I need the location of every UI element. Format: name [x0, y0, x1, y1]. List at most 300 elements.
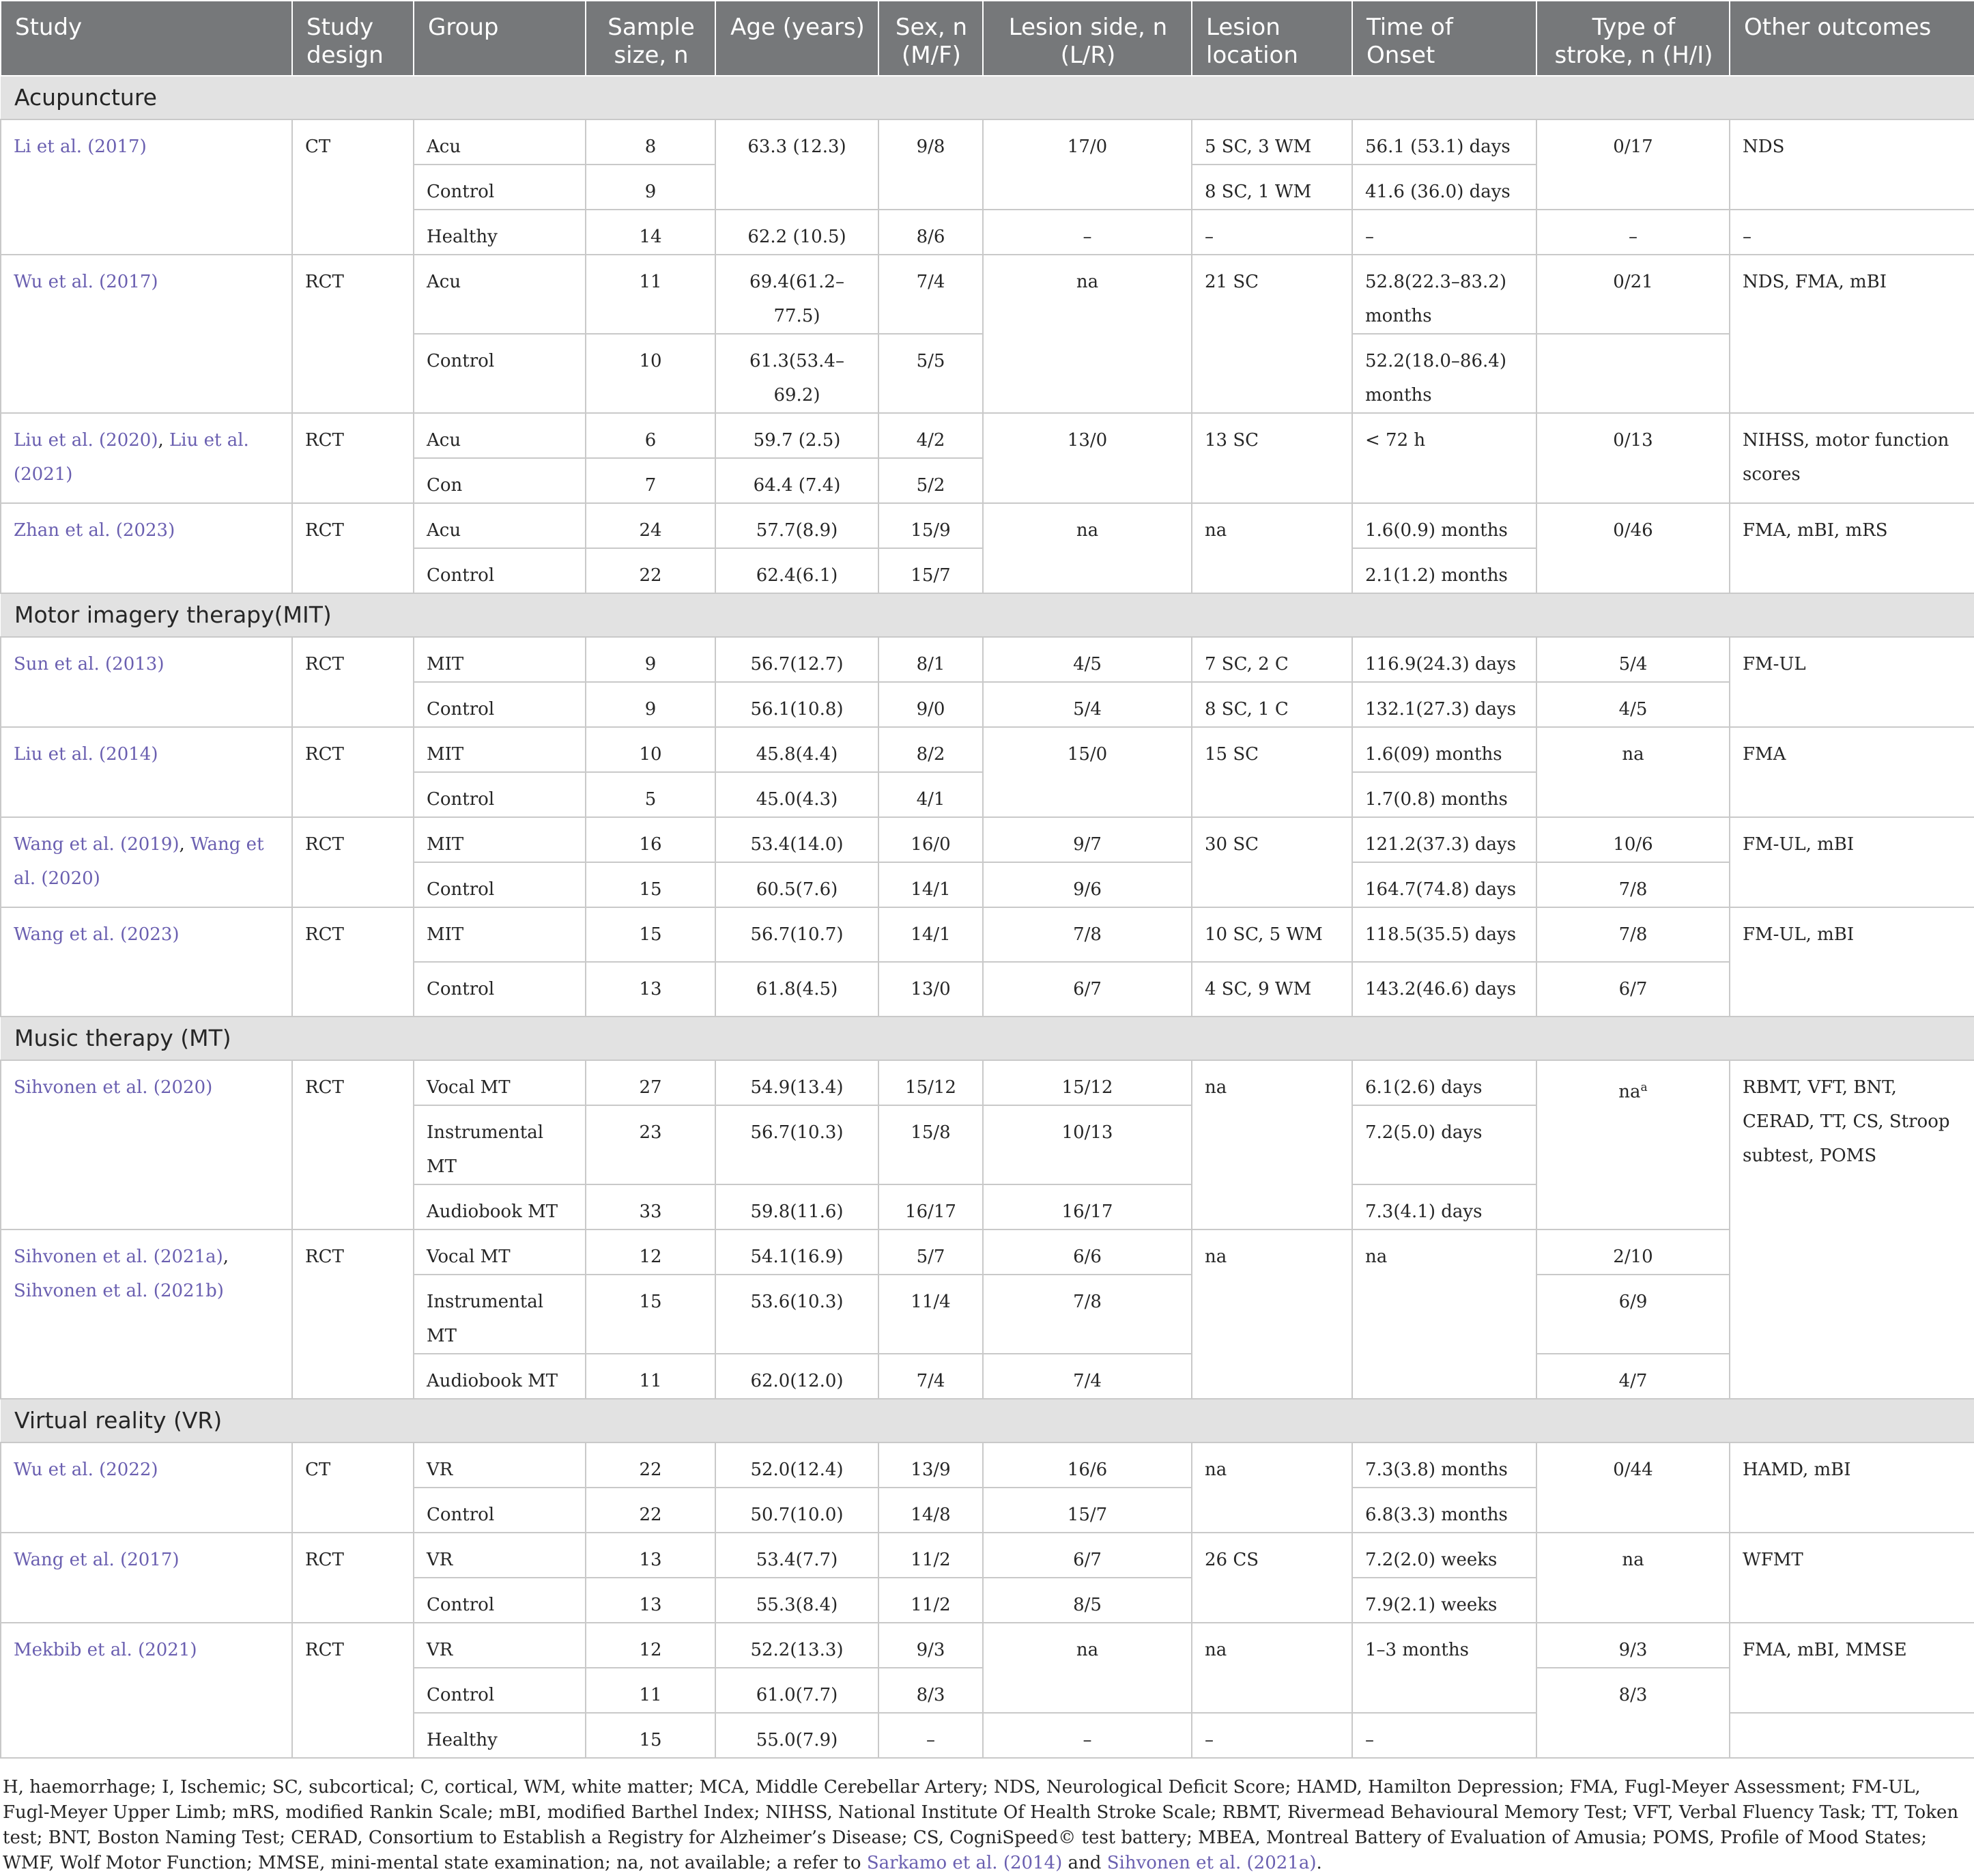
cell-stroke-type: $na^a$ — [1536, 1060, 1730, 1230]
cell-time-of-onset: 52.2(18.0–86.4) months — [1352, 334, 1536, 413]
cell-lesion-side: 5/4 — [983, 682, 1192, 727]
cell-sex: 14/1 — [878, 907, 983, 962]
cell-group: Control — [414, 772, 586, 817]
col-header-time-of-onset: Time of Onset — [1352, 1, 1536, 76]
cell-stroke-type: na — [1536, 727, 1730, 817]
cell-lesion-side: na — [983, 255, 1192, 413]
cell-group: Acu — [414, 255, 586, 334]
cell-sample-size: 24 — [586, 503, 715, 548]
cell-group: VR — [414, 1623, 586, 1668]
cell-sample-size: 9 — [586, 682, 715, 727]
table-row — [1, 817, 1974, 862]
cell-stroke-type: 6/7 — [1536, 962, 1730, 1017]
table-body — [1, 76, 1974, 1758]
cell-age: 54.1(16.9) — [715, 1230, 878, 1275]
cell-lesion-location: 15 SC — [1192, 727, 1352, 817]
cell-age: 61.8(4.5) — [715, 962, 878, 1017]
cell-sex: 9/8 — [878, 119, 983, 210]
cell-sample-size: 6 — [586, 413, 715, 458]
study-reference-link[interactable]: Sihvonen et al. (2021b) — [14, 1281, 224, 1301]
cell-stroke-type: 5/4 — [1536, 637, 1730, 682]
cell-other-outcomes: FM-UL, mBI — [1730, 907, 1974, 1017]
cell-group: Control — [414, 682, 586, 727]
cell-age: 64.4 (7.4) — [715, 458, 878, 503]
cell-lesion-side: 6/7 — [983, 1533, 1192, 1578]
col-header-stroke-type: Type of stroke, n (H/I) — [1536, 1, 1730, 76]
cell-study — [1, 1442, 292, 1533]
cell-lesion-side: 6/7 — [983, 962, 1192, 1017]
cell-time-of-onset: 56.1 (53.1) days — [1352, 119, 1536, 165]
section-title: Acupuncture — [1, 76, 1974, 119]
cell-sample-size: 22 — [586, 1442, 715, 1488]
study-reference-link[interactable]: Wang et al. (2023) — [14, 924, 180, 945]
cell-age: 53.6(10.3) — [715, 1275, 878, 1354]
cell-time-of-onset: 6.8(3.3) months — [1352, 1488, 1536, 1533]
study-reference-link[interactable]: Mekbib et al. (2021) — [14, 1640, 197, 1660]
cell-group: Acu — [414, 413, 586, 458]
cell-stroke-type: 7/8 — [1536, 862, 1730, 907]
cell-time-of-onset: 2.1(1.2) months — [1352, 548, 1536, 593]
section-title: Virtual reality (VR) — [1, 1399, 1974, 1442]
section-row — [1, 1399, 1974, 1442]
study-reference-link[interactable]: Sun et al. (2013) — [14, 654, 164, 674]
table-row — [1, 413, 1974, 458]
cell-age: 52.2(13.3) — [715, 1623, 878, 1668]
cell-age: 57.7(8.9) — [715, 503, 878, 548]
cell-sex: 5/2 — [878, 458, 983, 503]
cell-study — [1, 503, 292, 593]
cell-study-design: RCT — [292, 727, 414, 817]
table-row — [1, 1060, 1974, 1105]
cell-sex: 5/5 — [878, 334, 983, 413]
cell-stroke-type: 9/3 — [1536, 1623, 1730, 1668]
cell-group: Instrumental MT — [414, 1275, 586, 1354]
cell-lesion-location: 7 SC, 2 C — [1192, 637, 1352, 682]
cell-study: Liu et al. (2020), Liu et al. (2021) — [1, 413, 292, 503]
cell-time-of-onset: na — [1352, 1230, 1536, 1399]
cell-study-design: RCT — [292, 637, 414, 727]
cell-time-of-onset: 164.7(74.8) days — [1352, 862, 1536, 907]
col-header-lesion-side: Lesion side, n (L/R) — [983, 1, 1192, 76]
cell-group: Acu — [414, 119, 586, 165]
cell-sex: 4/1 — [878, 772, 983, 817]
cell-time-of-onset: 1.6(09) months — [1352, 727, 1536, 772]
cell-sample-size: 8 — [586, 119, 715, 165]
cell-group: Control — [414, 165, 586, 210]
cell-age: 62.2 (10.5) — [715, 210, 878, 255]
cell-age: 62.4(6.1) — [715, 548, 878, 593]
cell-stroke-type: 10/6 — [1536, 817, 1730, 862]
cell-group: MIT — [414, 637, 586, 682]
cell-lesion-side: na — [983, 503, 1192, 593]
footnote-end: . — [1316, 1853, 1322, 1873]
cell-other-outcomes: NIHSS, motor function scores — [1730, 413, 1974, 503]
cell-sample-size: 15 — [586, 862, 715, 907]
cell-lesion-side: – — [983, 1713, 1192, 1758]
cell-study-design: CT — [292, 1442, 414, 1533]
table-row — [1, 1442, 1974, 1488]
cell-group: Con — [414, 458, 586, 503]
cell-group: Acu — [414, 503, 586, 548]
col-header-lesion-location: Lesion location — [1192, 1, 1352, 76]
cell-sample-size: 12 — [586, 1230, 715, 1275]
cell-sample-size: 9 — [586, 165, 715, 210]
cell-sex: 14/8 — [878, 1488, 983, 1533]
cell-sample-size: 27 — [586, 1060, 715, 1105]
cell-study-design: CT — [292, 119, 414, 255]
table-footnote — [0, 1759, 1969, 1876]
footnote-link-sihvonen-2021a[interactable]: Sihvonen et al. (2021a) — [1106, 1853, 1317, 1873]
cell-sample-size: 15 — [586, 1275, 715, 1354]
cell-group: Audiobook MT — [414, 1184, 586, 1230]
footnote-and: and — [1062, 1853, 1107, 1873]
study-reference-link[interactable]: Liu et al. (2020) — [14, 430, 158, 451]
cell-sample-size: 14 — [586, 210, 715, 255]
cell-age: 53.4(7.7) — [715, 1533, 878, 1578]
cell-study — [1, 1060, 292, 1230]
cell-sample-size: 12 — [586, 1623, 715, 1668]
col-header-study: Study — [1, 1, 292, 76]
cell-sample-size: 13 — [586, 1578, 715, 1623]
cell-other-outcomes: FM-UL — [1730, 637, 1974, 727]
cell-sample-size: 11 — [586, 255, 715, 334]
cell-group: Control — [414, 548, 586, 593]
cell-other-outcomes: NDS, FMA, mBI — [1730, 255, 1974, 413]
cell-study-design: RCT — [292, 503, 414, 593]
cell-lesion-location: 30 SC — [1192, 817, 1352, 907]
cell-sex: 15/7 — [878, 548, 983, 593]
cell-lesion-location: na — [1192, 1623, 1352, 1713]
cell-sex: 15/8 — [878, 1105, 983, 1184]
cell-study — [1, 1533, 292, 1623]
cell-time-of-onset: 41.6 (36.0) days — [1352, 165, 1536, 210]
cell-time-of-onset: 1–3 months — [1352, 1623, 1536, 1713]
cell-lesion-side: – — [983, 210, 1192, 255]
cell-lesion-location: 8 SC, 1 WM — [1192, 165, 1352, 210]
cell-other-outcomes: – — [1730, 210, 1974, 255]
table-row — [1, 907, 1974, 962]
cell-study — [1, 255, 292, 413]
cell-sex: 16/17 — [878, 1184, 983, 1230]
cell-time-of-onset: – — [1352, 1713, 1536, 1758]
study-reference-link[interactable]: Sihvonen et al. (2020) — [14, 1077, 213, 1098]
cell-lesion-location: 5 SC, 3 WM — [1192, 119, 1352, 165]
cell-sample-size: 11 — [586, 1354, 715, 1399]
col-header-age: Age (years) — [715, 1, 878, 76]
cell-other-outcomes — [1730, 1713, 1974, 1758]
cell-lesion-location: na — [1192, 503, 1352, 593]
cell-age: 62.0(12.0) — [715, 1354, 878, 1399]
cell-time-of-onset: 7.3(4.1) days — [1352, 1184, 1536, 1230]
cell-lesion-side: 8/5 — [983, 1578, 1192, 1623]
cell-sex: 5/7 — [878, 1230, 983, 1275]
cell-group: Control — [414, 1668, 586, 1713]
cell-age: 61.0(7.7) — [715, 1668, 878, 1713]
cell-study-design: RCT — [292, 817, 414, 907]
cell-other-outcomes: WFMT — [1730, 1533, 1974, 1623]
cell-other-outcomes: HAMD, mBI — [1730, 1442, 1974, 1533]
cell-other-outcomes: FM-UL, mBI — [1730, 817, 1974, 907]
cell-lesion-location: 10 SC, 5 WM — [1192, 907, 1352, 962]
cell-age: 59.7 (2.5) — [715, 413, 878, 458]
cell-time-of-onset: 116.9(24.3) days — [1352, 637, 1536, 682]
cell-lesion-side: 15/7 — [983, 1488, 1192, 1533]
study-reference-link[interactable]: Wang et al. (2019) — [14, 834, 180, 855]
cell-lesion-side: 15/0 — [983, 727, 1192, 817]
cell-study — [1, 1623, 292, 1758]
cell-group: Control — [414, 962, 586, 1017]
cell-sex: 14/1 — [878, 862, 983, 907]
cell-lesion-side: 6/6 — [983, 1230, 1192, 1275]
cell-sample-size: 11 — [586, 1668, 715, 1713]
study-reference-link[interactable]: Wu et al. (2017) — [14, 272, 158, 292]
col-header-design: Study design — [292, 1, 414, 76]
cell-study: Wang et al. (2019), Wang et al. (2020) — [1, 817, 292, 907]
cell-lesion-location: na — [1192, 1060, 1352, 1230]
table-row — [1, 1623, 1974, 1668]
col-header-sex: Sex, n (M/F) — [878, 1, 983, 76]
cell-group: Control — [414, 1488, 586, 1533]
cell-time-of-onset: 6.1(2.6) days — [1352, 1060, 1536, 1105]
cell-time-of-onset: 121.2(37.3) days — [1352, 817, 1536, 862]
cell-sex: 8/6 — [878, 210, 983, 255]
cell-age: 45.0(4.3) — [715, 772, 878, 817]
cell-sex: 11/2 — [878, 1533, 983, 1578]
cell-group: Vocal MT — [414, 1060, 586, 1105]
footnote-link-sarkamo-2014[interactable]: Sarkamo et al. (2014) — [866, 1853, 1063, 1873]
cell-group: MIT — [414, 727, 586, 772]
cell-sample-size: 9 — [586, 637, 715, 682]
cell-study-design: RCT — [292, 413, 414, 503]
cell-age: 56.7(10.3) — [715, 1105, 878, 1184]
section-title: Motor imagery therapy(MIT) — [1, 593, 1974, 637]
cell-sex: 15/9 — [878, 503, 983, 548]
cell-age: 56.7(10.7) — [715, 907, 878, 962]
cell-age: 69.4(61.2–77.5) — [715, 255, 878, 334]
cell-sample-size: 10 — [586, 727, 715, 772]
cell-stroke-type: 0/44 — [1536, 1442, 1730, 1533]
cell-sex: 4/2 — [878, 413, 983, 458]
cell-time-of-onset: 7.2(5.0) days — [1352, 1105, 1536, 1184]
cell-sample-size: 10 — [586, 334, 715, 413]
cell-age: 63.3 (12.3) — [715, 119, 878, 210]
cell-time-of-onset: 7.3(3.8) months — [1352, 1442, 1536, 1488]
cell-sample-size: 16 — [586, 817, 715, 862]
study-reference-link[interactable]: Li et al. (2017) — [14, 137, 147, 157]
cell-group: VR — [414, 1533, 586, 1578]
cell-study-design: RCT — [292, 1230, 414, 1399]
cell-age: 52.0(12.4) — [715, 1442, 878, 1488]
cell-lesion-side: 15/12 — [983, 1060, 1192, 1105]
table-row — [1, 1533, 1974, 1578]
cell-lesion-location: na — [1192, 1442, 1352, 1533]
cell-study — [1, 907, 292, 1017]
cell-stroke-type: 6/9 — [1536, 1275, 1730, 1354]
cell-study-design: RCT — [292, 255, 414, 413]
cell-age: 56.7(12.7) — [715, 637, 878, 682]
cell-lesion-location: – — [1192, 1713, 1352, 1758]
cell-sample-size: 33 — [586, 1184, 715, 1230]
cell-time-of-onset: 132.1(27.3) days — [1352, 682, 1536, 727]
cell-lesion-side: 13/0 — [983, 413, 1192, 503]
cell-age: 54.9(13.4) — [715, 1060, 878, 1105]
cell-group: Audiobook MT — [414, 1354, 586, 1399]
cell-sex: – — [878, 1713, 983, 1758]
cell-sample-size: 15 — [586, 907, 715, 962]
cell-group: Control — [414, 1578, 586, 1623]
cell-lesion-side: 9/7 — [983, 817, 1192, 862]
cell-age: 56.1(10.8) — [715, 682, 878, 727]
cell-sample-size: 22 — [586, 548, 715, 593]
cell-stroke-type: 0/46 — [1536, 503, 1730, 593]
cell-group: Healthy — [414, 210, 586, 255]
cell-group: Healthy — [414, 1713, 586, 1758]
cell-age: 53.4(14.0) — [715, 817, 878, 862]
study-reference-link[interactable]: Sihvonen et al. (2021a) — [14, 1247, 223, 1267]
cell-lesion-location: 4 SC, 9 WM — [1192, 962, 1352, 1017]
cell-stroke-type — [1536, 334, 1730, 413]
footnote-text: H, haemorrhage; I, Ischemic; SC, subcortical; C, cortical, WM, white matter; MCA, Middle Cerebellar Artery; NDS, Neurological Deficit Score; HAMD, Hamilton Depression; FMA, Fugl-Meyer Assessment; FM-UL, Fugl-Meyer Upper Limb; mRS, modified Rankin Scale; mBI, modified Barthel Index; NIHSS, National Institute Of Health Stroke Scale; RBMT, Rivermead Behavioural Memory Test; VFT, Verbal Fluency Task; TT, Token test; BNT, Boston Naming Test; CERAD, Consortium to Establish a Registry for Alzheimer’s Disease; CS, CogniSpeed© test battery; MBEA, Montreal Battery of Evaluation of Amusia; POMS, Profile of Mood States; WMF, Wolf Motor Function; MMSE, mini-mental state examination; na, not available; a refer to — [3, 1777, 1959, 1873]
cell-stroke-type: na — [1536, 1533, 1730, 1623]
cell-sample-size: 23 — [586, 1105, 715, 1184]
cell-sample-size: 7 — [586, 458, 715, 503]
cell-group: Instrumental MT — [414, 1105, 586, 1184]
cell-other-outcomes: FMA, mBI, MMSE — [1730, 1623, 1974, 1713]
cell-group: Control — [414, 862, 586, 907]
cell-stroke-type: 8/3 — [1536, 1668, 1730, 1758]
cell-sample-size: 15 — [586, 1713, 715, 1758]
section-title: Music therapy (MT) — [1, 1017, 1974, 1060]
cell-lesion-location: 21 SC — [1192, 255, 1352, 413]
cell-time-of-onset: 52.8(22.3–83.2) months — [1352, 255, 1536, 334]
cell-lesion-side: na — [983, 1623, 1192, 1713]
cell-sample-size: 13 — [586, 962, 715, 1017]
cell-lesion-side: 7/8 — [983, 907, 1192, 962]
col-header-sample-size: Sample size, n — [586, 1, 715, 76]
cell-study-design: RCT — [292, 1533, 414, 1623]
section-row — [1, 1017, 1974, 1060]
header-row — [1, 1, 1974, 76]
study-reference-link[interactable]: Wang et al. (2017) — [14, 1550, 180, 1570]
cell-stroke-type: 4/7 — [1536, 1354, 1730, 1399]
cell-age: 59.8(11.6) — [715, 1184, 878, 1230]
cell-sex: 9/0 — [878, 682, 983, 727]
cell-lesion-side: 16/6 — [983, 1442, 1192, 1488]
cell-study: Sihvonen et al. (2021a), Sihvonen et al. (2021b) — [1, 1230, 292, 1399]
cell-other-outcomes: FMA — [1730, 727, 1974, 817]
cell-sex: 8/3 — [878, 1668, 983, 1713]
cell-age: 50.7(10.0) — [715, 1488, 878, 1533]
cell-group: MIT — [414, 817, 586, 862]
cell-time-of-onset: < 72 h — [1352, 413, 1536, 503]
cell-group: MIT — [414, 907, 586, 962]
cell-lesion-location: 13 SC — [1192, 413, 1352, 503]
cell-age: 61.3(53.4–69.2) — [715, 334, 878, 413]
cell-lesion-side: 4/5 — [983, 637, 1192, 682]
cell-sex: 7/4 — [878, 1354, 983, 1399]
cell-lesion-location: 8 SC, 1 C — [1192, 682, 1352, 727]
cell-sex: 15/12 — [878, 1060, 983, 1105]
col-header-group: Group — [414, 1, 586, 76]
cell-study-design: RCT — [292, 1060, 414, 1230]
study-reference-link[interactable]: Wu et al. (2022) — [14, 1460, 158, 1480]
cell-lesion-location: – — [1192, 210, 1352, 255]
cell-age: 45.8(4.4) — [715, 727, 878, 772]
cell-lesion-side: 7/8 — [983, 1275, 1192, 1354]
cell-lesion-side: 16/17 — [983, 1184, 1192, 1230]
cell-lesion-location: 26 CS — [1192, 1533, 1352, 1623]
cell-study-design: RCT — [292, 1623, 414, 1758]
cell-sample-size: 22 — [586, 1488, 715, 1533]
cell-sex: 8/2 — [878, 727, 983, 772]
study-reference-link[interactable]: Zhan et al. (2023) — [14, 520, 175, 541]
cell-sex: 13/0 — [878, 962, 983, 1017]
table-row — [1, 637, 1974, 682]
cell-study — [1, 637, 292, 727]
cell-stroke-type: 0/17 — [1536, 119, 1730, 210]
cell-lesion-side: 10/13 — [983, 1105, 1192, 1184]
cell-lesion-location: na — [1192, 1230, 1352, 1399]
table-row — [1, 119, 1974, 165]
col-header-other-outcomes: Other outcomes — [1730, 1, 1974, 76]
cell-sex: 11/4 — [878, 1275, 983, 1354]
cell-group: Vocal MT — [414, 1230, 586, 1275]
cell-sex: 7/4 — [878, 255, 983, 334]
cell-other-outcomes: NDS — [1730, 119, 1974, 210]
table-row — [1, 255, 1974, 334]
cell-sex: 13/9 — [878, 1442, 983, 1488]
cell-lesion-side: 17/0 — [983, 119, 1192, 210]
cell-time-of-onset: 118.5(35.5) days — [1352, 907, 1536, 962]
cell-time-of-onset: 143.2(46.6) days — [1352, 962, 1536, 1017]
cell-stroke-type: 2/10 — [1536, 1230, 1730, 1275]
cell-time-of-onset: 1.7(0.8) months — [1352, 772, 1536, 817]
cell-time-of-onset: 7.9(2.1) weeks — [1352, 1578, 1536, 1623]
cell-stroke-type: 0/21 — [1536, 255, 1730, 334]
cell-age: 60.5(7.6) — [715, 862, 878, 907]
cell-stroke-type: 7/8 — [1536, 907, 1730, 962]
study-reference-link[interactable]: Liu et al. (2021) — [14, 430, 249, 485]
cell-lesion-side: 9/6 — [983, 862, 1192, 907]
cell-time-of-onset: 7.2(2.0) weeks — [1352, 1533, 1536, 1578]
table-row — [1, 503, 1974, 548]
cell-stroke-type: – — [1536, 210, 1730, 255]
cell-stroke-type: 0/13 — [1536, 413, 1730, 503]
cell-other-outcomes: FMA, mBI, mRS — [1730, 503, 1974, 593]
cell-study-design: RCT — [292, 907, 414, 1017]
table-row — [1, 1230, 1974, 1275]
cell-sex: 16/0 — [878, 817, 983, 862]
cell-study — [1, 727, 292, 817]
cell-time-of-onset: – — [1352, 210, 1536, 255]
cell-other-outcomes: RBMT, VFT, BNT, CERAD, TT, CS, Stroop subtest, POMS — [1730, 1060, 1974, 1399]
cell-sample-size: 5 — [586, 772, 715, 817]
cell-stroke-type: 4/5 — [1536, 682, 1730, 727]
cell-age: 55.0(7.9) — [715, 1713, 878, 1758]
table-row — [1, 727, 1974, 772]
cell-lesion-side: 7/4 — [983, 1354, 1192, 1399]
cell-sex: 9/3 — [878, 1623, 983, 1668]
cell-study — [1, 119, 292, 255]
study-reference-link[interactable]: Wang et al. (2020) — [14, 834, 264, 889]
cell-sex: 8/1 — [878, 637, 983, 682]
cell-group: Control — [414, 334, 586, 413]
study-reference-link[interactable]: Liu et al. (2014) — [14, 744, 158, 765]
cell-group: VR — [414, 1442, 586, 1488]
footnote-marker: a — [1640, 1081, 1648, 1094]
section-row — [1, 76, 1974, 119]
cell-time-of-onset: 1.6(0.9) months — [1352, 503, 1536, 548]
